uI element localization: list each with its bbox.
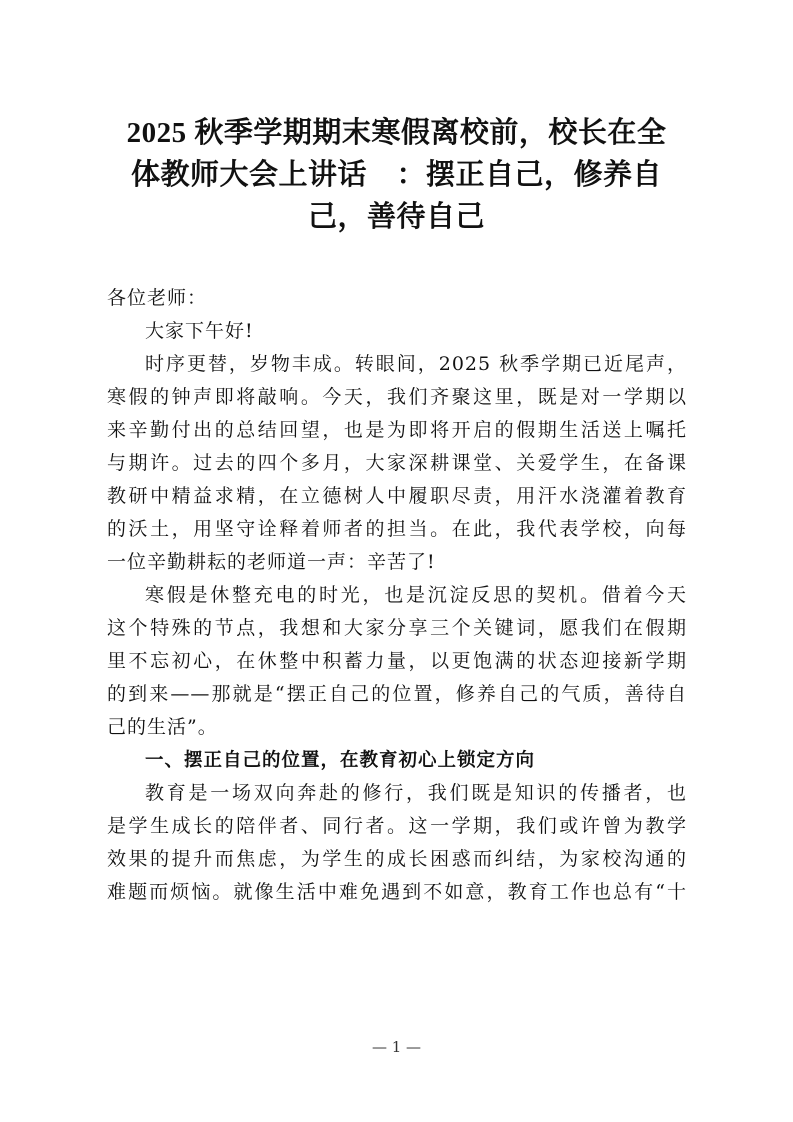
paragraph-line: 的沃土，用坚守诠释着师者的担当。在此，我代表学校，向每 xyxy=(107,518,687,540)
section-heading-1: 一、摆正自己的位置，在教育初心上锁定方向 xyxy=(145,750,536,771)
title-line-3: 己，善待自己 xyxy=(307,201,485,233)
page-number: — 1 — xyxy=(371,1038,422,1056)
greeting: 大家下午好! xyxy=(145,320,254,342)
title-line-1: 2025 秋季学期期末寒假离校前，校长在全 xyxy=(126,117,667,149)
paragraph-line: 教研中精益求精，在立德树人中履职尽责，用汗水浇灌着教育 xyxy=(107,485,687,507)
paragraph-line: 这个特殊的节点，我想和大家分享三个关键词，愿我们在假期 xyxy=(107,617,687,639)
paragraph-line: 时序更替，岁物丰成。转眼间，2025 秋季学期已近尾声， xyxy=(145,353,687,375)
title-line-2: 体教师大会上讲话 ：摆正自己，修养自 xyxy=(130,159,662,191)
paragraph-line: 与期许。过去的四个多月，大家深耕课堂、关爱学生，在备课 xyxy=(107,452,687,474)
paragraph-line: 己的生活”。 xyxy=(107,716,218,738)
paragraph-line: 教育是一场双向奔赴的修行，我们既是知识的传播者，也 xyxy=(145,782,687,804)
paragraph-line: 里不忘初心，在休整中积蓄力量，以更饱满的状态迎接新学期 xyxy=(107,650,687,672)
paragraph-line: 的到来——那就是“摆正自己的位置，修养自己的气质，善待自 xyxy=(107,683,687,705)
paragraph-line: 是学生成长的陪伴者、同行者。这一学期，我们或许曾为教学 xyxy=(107,815,687,837)
salutation: 各位老师： xyxy=(107,287,208,309)
document-body xyxy=(107,282,687,909)
paragraph-line: 一位辛勤耕耘的老师道一声：辛苦了! xyxy=(107,551,436,573)
paragraph-line: 难题而烦恼。就像生活中难免遇到不如意，教育工作也总有“十 xyxy=(107,881,687,903)
document-title xyxy=(100,112,693,238)
paragraph-line: 寒假的钟声即将敲响。今天，我们齐聚这里，既是对一学期以 xyxy=(107,386,687,408)
paragraph-line: 寒假是休整充电的时光，也是沉淀反思的契机。借着今天 xyxy=(145,584,687,606)
paragraph-line: 效果的提升而焦虑，为学生的成长困惑而纠结，为家校沟通的 xyxy=(107,848,687,870)
paragraph-line: 来辛勤付出的总结回望，也是为即将开启的假期生活送上嘱托 xyxy=(107,419,687,441)
